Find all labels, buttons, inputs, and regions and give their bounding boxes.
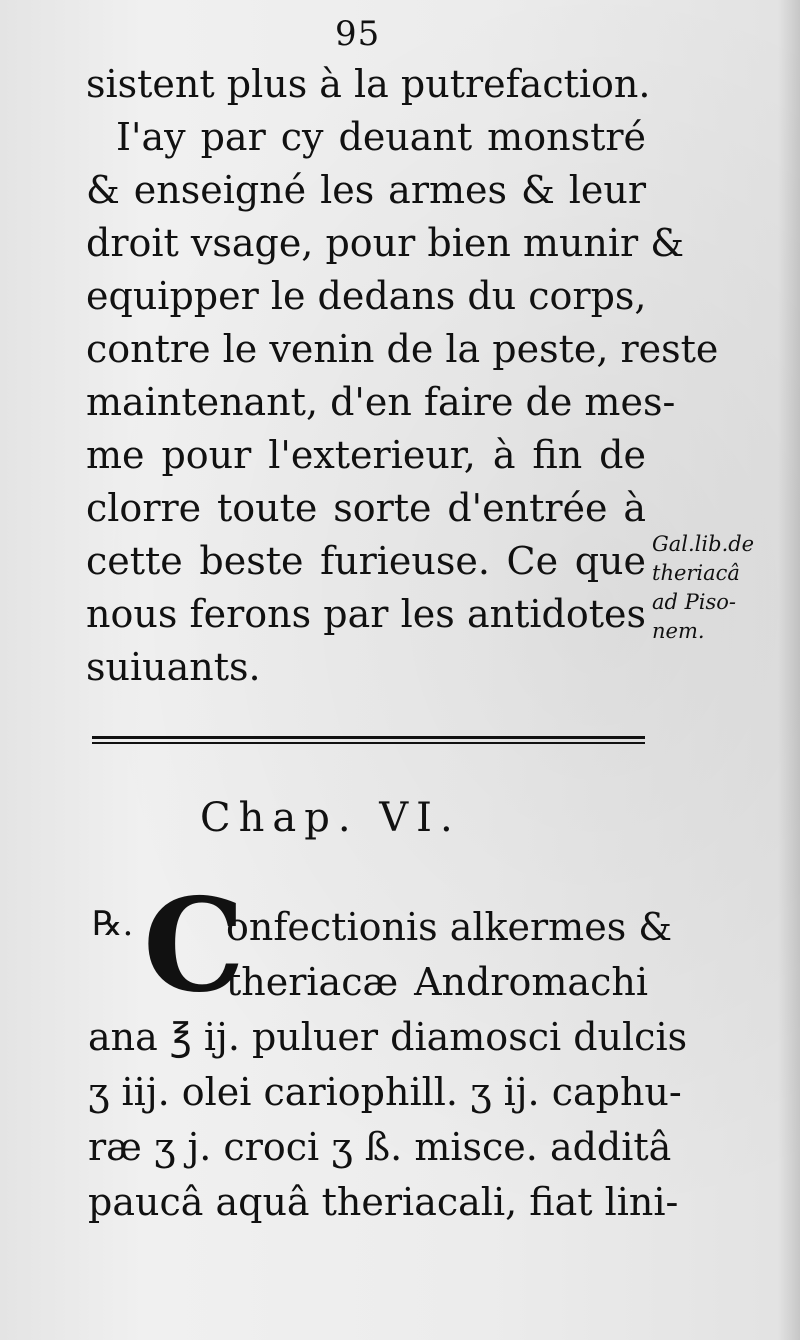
- recipe-line: ʒ iij. olei cariophill. ʒ ij. caphu-: [88, 1070, 682, 1114]
- text-line: equipper le dedans du corps,: [86, 274, 647, 318]
- text-line: me pour l'exterieur, à fin de: [86, 433, 646, 477]
- recipe-body: [88, 1010, 688, 1230]
- text-line: contre le venin de la peste, reste: [86, 327, 719, 371]
- text-line: nous ferons par les antidotes: [86, 592, 646, 636]
- recipe-line: theriacæ Andromachi: [226, 960, 648, 1004]
- text-line: suiuants.: [86, 645, 261, 689]
- text-line: I'ay par cy deuant monstré: [116, 115, 646, 159]
- text-line: droit vsage, pour bien munir &: [86, 221, 685, 265]
- section-divider-second: [92, 742, 645, 744]
- recipe-line: ana ℥ ij. puluer diamosci dulcis: [88, 1015, 688, 1059]
- section-divider: [92, 736, 645, 739]
- text-line: cette beste furieuse. Ce que: [86, 539, 646, 583]
- text-line: sistent plus à la putrefaction.: [86, 62, 651, 106]
- chapter-heading: Chap. VI.: [200, 795, 461, 841]
- page-number: 95: [335, 14, 381, 54]
- page-edge-shadow: [778, 0, 800, 1340]
- text-line: clorre toute sorte d'entrée à: [86, 486, 646, 530]
- recipe-line: ræ ʒ j. croci ʒ ß. misce. additâ: [88, 1125, 672, 1169]
- margin-note-line: Gal.lib.de: [652, 532, 755, 556]
- recipe-symbol: ℞.: [92, 904, 134, 944]
- margin-note-line: theriacâ: [652, 561, 740, 585]
- margin-note-line: nem.: [652, 619, 705, 643]
- recipe-line: onfectionis alkermes &: [226, 905, 673, 949]
- recipe-line: paucâ aquâ theriacali, fiat lini-: [88, 1180, 679, 1224]
- text-line: & enseigné les armes & leur: [86, 168, 646, 212]
- text-line: maintenant, d'en faire de mes-: [86, 380, 676, 424]
- margin-note-line: ad Piso-: [652, 590, 736, 614]
- margin-note: [652, 530, 792, 646]
- recipe-opening-lines: [226, 900, 673, 1010]
- drop-cap: C: [143, 871, 245, 1021]
